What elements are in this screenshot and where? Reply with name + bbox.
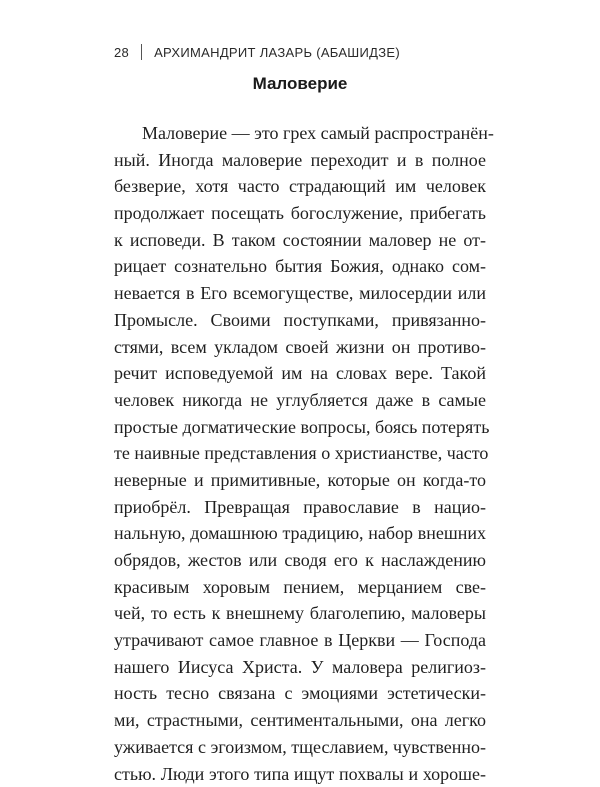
running-header [114,44,400,60]
page-number: 28 [114,45,129,60]
text-line: человек никогда не углубляется даже в самые [114,387,486,414]
text-line: ность тесно связана с эмоциями эстетически- [114,680,486,707]
text-line: Промысле. Своими поступками, привязанно- [114,307,486,334]
text-line: стью. Люди этого типа ищут похвалы и хороше- [114,761,486,787]
text-line: речит исповедуемой им на словах вере. Такой [114,360,486,387]
text-line: уживается с эгоизмом, тщеславием, чувственно- [114,734,486,761]
text-line: нашего Иисуса Христа. У маловера религиоз- [114,654,486,681]
text-line: обрядов, жестов или сводя его к наслаждению [114,547,486,574]
text-line: безверие, хотя часто страдающий им человек [114,173,486,200]
text-line: стями, всем укладом своей жизни он противо- [114,334,486,361]
text-line: красивым хоровым пением, мерцанием све- [114,574,486,601]
text-line: те наивные представления о христианстве, часто [114,440,486,467]
text-line: ми, страстными, сентиментальными, она легко [114,707,486,734]
text-line: рицает сознательно бытия Божия, однако сом- [114,253,486,280]
text-line: простые догматические вопросы, боясь потерять [114,414,486,441]
header-divider [141,44,142,60]
text-line: к исповеди. В таком состоянии маловер не от- [114,227,486,254]
running-title: АРХИМАНДРИТ ЛАЗАРЬ (АБАШИДЗЕ) [154,45,400,60]
text-line: ный. Иногда маловерие переходит и в полное [114,147,486,174]
text-line: продолжает посещать богослужение, прибегать [114,200,486,227]
text-line: неверные и примитивные, которые он когда-то [114,467,486,494]
body-paragraph [114,120,486,787]
text-line: приобрёл. Превращая православие в нацио- [114,494,486,521]
text-line: чей, то есть к внешнему благолепию, маловеры [114,600,486,627]
chapter-title: Маловерие [0,74,600,94]
text-line: Маловерие — это грех самый распространён- [114,120,486,147]
text-line: утрачивают самое главное в Церкви — Господа [114,627,486,654]
text-line: невается в Его всемогуществе, милосердии или [114,280,486,307]
text-line: нальную, домашнюю традицию, набор внешних [114,520,486,547]
